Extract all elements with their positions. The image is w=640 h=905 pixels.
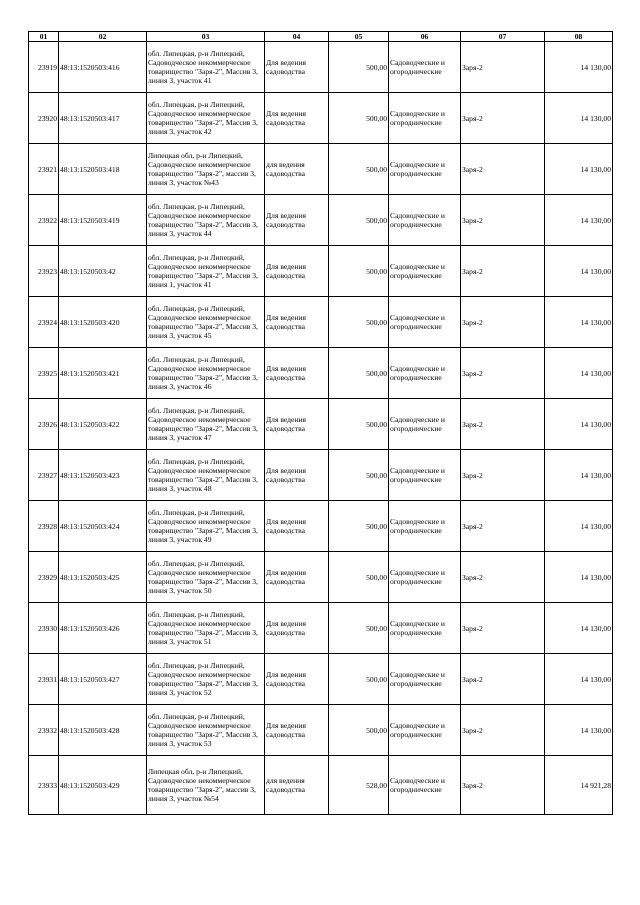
area-cell-text: 500,00 (366, 572, 387, 582)
permitted-use-cell (265, 552, 329, 603)
cadastral-number-cell (59, 297, 147, 348)
table-row (29, 552, 613, 603)
row-number-cell-text: 23923 (38, 266, 57, 276)
land-category-cell-text: Садоводческие и огороднические (390, 109, 445, 128)
cadastral-cost-cell-text: 14 130,00 (580, 521, 611, 531)
address-cell-text: обл. Липецкая, р-н Липецкий, Садоводческое некоммерческое товарищество "Заря-2", Массив 3, линия 1, участок 41 (148, 252, 258, 290)
permitted-use-cell (265, 654, 329, 705)
area-cell (329, 246, 389, 297)
cadastral-number-cell (59, 348, 147, 399)
table-row (29, 705, 613, 756)
row-number-cell (29, 756, 59, 815)
cadastral-cost-cell (545, 705, 613, 756)
permitted-use-cell-text: Для ведения садоводства (266, 211, 307, 230)
permitted-use-cell (265, 42, 329, 93)
land-category-cell (389, 501, 461, 552)
cadastral-number-cell-text: 48:13:1520503:422 (60, 419, 120, 429)
cadastral-cost-cell (545, 399, 613, 450)
address-cell-text: обл. Липецкая, р-н Липецкий, Садоводческое некоммерческое товарищество "Заря-2", Массив 3, линия 3, участок 53 (148, 711, 258, 749)
area-cell (329, 399, 389, 450)
partnership-name-cell (461, 144, 545, 195)
cadastral-cost-cell-text: 14 130,00 (580, 470, 611, 480)
area-cell (329, 603, 389, 654)
area-cell (329, 450, 389, 501)
row-number-cell (29, 552, 59, 603)
cadastral-number-cell-text: 48:13:1520503:42 (60, 266, 116, 276)
partnership-name-cell (461, 297, 545, 348)
table-row (29, 42, 613, 93)
address-cell-text: Липецкая обл, р-н Липецкий, Садоводческое некоммерческое товарищество "Заря-2", массив 3, линия 3, участок №43 (148, 150, 256, 188)
cadastral-cost-cell-text: 14 921,28 (580, 780, 611, 790)
cadastral-cost-cell-text: 14 130,00 (580, 266, 611, 276)
land-category-cell (389, 195, 461, 246)
area-cell-text: 500,00 (366, 164, 387, 174)
permitted-use-cell (265, 450, 329, 501)
cadastral-number-cell-text: 48:13:1520503:426 (60, 623, 120, 633)
row-number-cell-text: 23928 (38, 521, 57, 531)
address-cell-text: обл. Липецкая, р-н Липецкий, Садоводческое некоммерческое товарищество "Заря-2", Массив 3, линия 3, участок 47 (148, 405, 258, 443)
row-number-cell-text: 23924 (38, 317, 57, 327)
cadastral-cost-cell-text: 14 130,00 (580, 725, 611, 735)
permitted-use-cell-text: Для ведения садоводства (266, 262, 307, 281)
row-number-cell (29, 603, 59, 654)
table-row (29, 603, 613, 654)
partnership-name-cell (461, 552, 545, 603)
partnership-name-cell (461, 42, 545, 93)
permitted-use-cell (265, 756, 329, 815)
partnership-name-cell-text: Заря-2 (462, 164, 483, 174)
permitted-use-cell-text: Для ведения садоводства (266, 466, 307, 485)
partnership-name-cell-text: Заря-2 (462, 113, 483, 123)
row-number-cell-text: 23932 (38, 725, 57, 735)
cadastral-number-cell-text: 48:13:1520503:428 (60, 725, 120, 735)
permitted-use-cell (265, 603, 329, 654)
column-header: 01 (29, 32, 59, 42)
cadastral-number-cell-text: 48:13:1520503:423 (60, 470, 120, 480)
land-category-cell-text: Садоводческие и огороднические (390, 313, 445, 332)
cadastral-cost-cell-text: 14 130,00 (580, 164, 611, 174)
partnership-name-cell (461, 705, 545, 756)
partnership-name-cell-text: Заря-2 (462, 266, 483, 276)
permitted-use-cell-text: для ведения садоводства (266, 160, 306, 179)
address-cell (147, 450, 265, 501)
land-category-cell (389, 144, 461, 195)
permitted-use-cell-text: для ведения садоводства (266, 776, 306, 795)
permitted-use-cell-text: Для ведения садоводства (266, 58, 307, 77)
land-category-cell-text: Садоводческие и огороднические (390, 466, 445, 485)
area-cell-text: 500,00 (366, 674, 387, 684)
permitted-use-cell-text: Для ведения садоводства (266, 670, 307, 689)
address-cell (147, 42, 265, 93)
cadastral-registry-table (28, 31, 613, 815)
area-cell (329, 144, 389, 195)
table-row (29, 246, 613, 297)
cadastral-number-cell-text: 48:13:1520503:429 (60, 780, 120, 790)
partnership-name-cell-text: Заря-2 (462, 623, 483, 633)
area-cell-text: 528,00 (366, 780, 387, 790)
cadastral-cost-cell (545, 297, 613, 348)
area-cell (329, 195, 389, 246)
partnership-name-cell-text: Заря-2 (462, 419, 483, 429)
land-category-cell (389, 552, 461, 603)
partnership-name-cell (461, 603, 545, 654)
cadastral-cost-cell-text: 14 130,00 (580, 368, 611, 378)
permitted-use-cell-text: Для ведения садоводства (266, 109, 307, 128)
row-number-cell (29, 450, 59, 501)
column-header: 07 (461, 32, 545, 42)
area-cell-text: 500,00 (366, 266, 387, 276)
table-row (29, 756, 613, 815)
address-cell (147, 297, 265, 348)
partnership-name-cell-text: Заря-2 (462, 215, 483, 225)
partnership-name-cell-text: Заря-2 (462, 572, 483, 582)
cadastral-number-cell (59, 705, 147, 756)
cadastral-cost-cell (545, 246, 613, 297)
area-cell-text: 500,00 (366, 113, 387, 123)
partnership-name-cell (461, 246, 545, 297)
table-row (29, 144, 613, 195)
land-category-cell (389, 603, 461, 654)
row-number-cell-text: 23919 (38, 62, 57, 72)
land-category-cell-text: Садоводческие и огороднические (390, 776, 445, 795)
row-number-cell-text: 23922 (38, 215, 57, 225)
column-header: 03 (147, 32, 265, 42)
address-cell-text: обл. Липецкая, р-н Липецкий, Садоводческое некоммерческое товарищество "Заря-2", Массив 3, линия 3, участок 44 (148, 201, 258, 239)
address-cell-text: обл. Липецкая, р-н Липецкий, Садоводческое некоммерческое товарищество "Заря-2", Массив 3, линия 3, участок 45 (148, 303, 258, 341)
address-cell-text: обл. Липецкая, р-н Липецкий, Садоводческое некоммерческое товарищество "Заря-2", Массив 3, линия 3, участок 46 (148, 354, 258, 392)
row-number-cell (29, 399, 59, 450)
table-row (29, 93, 613, 144)
address-cell (147, 195, 265, 246)
cadastral-cost-cell-text: 14 130,00 (580, 215, 611, 225)
partnership-name-cell (461, 93, 545, 144)
row-number-cell (29, 297, 59, 348)
cadastral-number-cell (59, 93, 147, 144)
area-cell-text: 500,00 (366, 317, 387, 327)
partnership-name-cell (461, 501, 545, 552)
cadastral-number-cell (59, 450, 147, 501)
cadastral-cost-cell (545, 552, 613, 603)
area-cell (329, 552, 389, 603)
cadastral-number-cell-text: 48:13:1520503:421 (60, 368, 120, 378)
table-row (29, 654, 613, 705)
row-number-cell (29, 348, 59, 399)
cadastral-number-cell (59, 246, 147, 297)
partnership-name-cell (461, 756, 545, 815)
permitted-use-cell-text: Для ведения садоводства (266, 364, 307, 383)
area-cell (329, 756, 389, 815)
address-cell-text: обл. Липецкая, р-н Липецкий, Садоводческое некоммерческое товарищество "Заря-2", Массив 3, линия 3, участок 52 (148, 660, 258, 698)
land-category-cell-text: Садоводческие и огороднические (390, 58, 445, 77)
table-row (29, 399, 613, 450)
column-header: 06 (389, 32, 461, 42)
cadastral-cost-cell (545, 450, 613, 501)
permitted-use-cell-text: Для ведения садоводства (266, 517, 307, 536)
land-category-cell (389, 756, 461, 815)
address-cell-text: обл. Липецкая, р-н Липецкий, Садоводческое некоммерческое товарищество "Заря-2", Массив 3, линия 3, участок 49 (148, 507, 258, 545)
land-category-cell (389, 42, 461, 93)
cadastral-cost-cell (545, 93, 613, 144)
area-cell-text: 500,00 (366, 623, 387, 633)
cadastral-number-cell (59, 195, 147, 246)
land-category-cell-text: Садоводческие и огороднические (390, 568, 445, 587)
row-number-cell-text: 23927 (38, 470, 57, 480)
cadastral-number-cell-text: 48:13:1520503:424 (60, 521, 120, 531)
area-cell (329, 348, 389, 399)
area-cell (329, 654, 389, 705)
column-header: 05 (329, 32, 389, 42)
table-row (29, 348, 613, 399)
row-number-cell-text: 23920 (38, 113, 57, 123)
area-cell-text: 500,00 (366, 215, 387, 225)
land-category-cell-text: Садоводческие и огороднические (390, 160, 445, 179)
address-cell-text: Липецкая обл, р-н Липецкий, Садоводческое некоммерческое товарищество "Заря-2", массив 3, линия 3, участок №54 (148, 766, 256, 804)
area-cell-text: 500,00 (366, 62, 387, 72)
table-row (29, 501, 613, 552)
row-number-cell (29, 144, 59, 195)
partnership-name-cell-text: Заря-2 (462, 317, 483, 327)
permitted-use-cell (265, 501, 329, 552)
land-category-cell (389, 399, 461, 450)
row-number-cell-text: 23931 (38, 674, 57, 684)
address-cell-text: обл. Липецкая, р-н Липецкий, Садоводческое некоммерческое товарищество "Заря-2", Массив 3, линия 3, участок 48 (148, 456, 258, 494)
partnership-name-cell-text: Заря-2 (462, 725, 483, 735)
address-cell (147, 501, 265, 552)
row-number-cell (29, 42, 59, 93)
table-header-row (29, 32, 613, 42)
row-number-cell (29, 195, 59, 246)
permitted-use-cell (265, 297, 329, 348)
area-cell-text: 500,00 (366, 470, 387, 480)
address-cell-text: обл. Липецкая, р-н Липецкий, Садоводческое некоммерческое товарищество "Заря-2", Массив 3, линия 3, участок 41 (148, 48, 258, 86)
cadastral-cost-cell-text: 14 130,00 (580, 572, 611, 582)
permitted-use-cell-text: Для ведения садоводства (266, 415, 307, 434)
cadastral-number-cell-text: 48:13:1520503:416 (60, 62, 120, 72)
cadastral-cost-cell (545, 603, 613, 654)
row-number-cell (29, 93, 59, 144)
partnership-name-cell-text: Заря-2 (462, 521, 483, 531)
area-cell-text: 500,00 (366, 368, 387, 378)
cadastral-cost-cell-text: 14 130,00 (580, 419, 611, 429)
area-cell (329, 297, 389, 348)
land-category-cell (389, 348, 461, 399)
row-number-cell (29, 246, 59, 297)
permitted-use-cell (265, 399, 329, 450)
land-category-cell-text: Садоводческие и огороднические (390, 262, 445, 281)
address-cell (147, 603, 265, 654)
cadastral-cost-cell (545, 348, 613, 399)
partnership-name-cell (461, 450, 545, 501)
land-category-cell (389, 705, 461, 756)
address-cell (147, 246, 265, 297)
column-header: 08 (545, 32, 613, 42)
table-row (29, 195, 613, 246)
cadastral-cost-cell-text: 14 130,00 (580, 623, 611, 633)
partnership-name-cell (461, 348, 545, 399)
land-category-cell-text: Садоводческие и огороднические (390, 721, 445, 740)
area-cell (329, 705, 389, 756)
permitted-use-cell-text: Для ведения садоводства (266, 568, 307, 587)
address-cell (147, 93, 265, 144)
table-row (29, 450, 613, 501)
permitted-use-cell-text: Для ведения садоводства (266, 721, 307, 740)
land-category-cell (389, 93, 461, 144)
row-number-cell-text: 23933 (38, 780, 57, 790)
cadastral-cost-cell (545, 144, 613, 195)
land-category-cell-text: Садоводческие и огороднические (390, 517, 445, 536)
partnership-name-cell-text: Заря-2 (462, 674, 483, 684)
table-body (29, 42, 613, 815)
cadastral-cost-cell (545, 195, 613, 246)
cadastral-number-cell (59, 654, 147, 705)
address-cell (147, 705, 265, 756)
cadastral-cost-cell-text: 14 130,00 (580, 674, 611, 684)
land-category-cell-text: Садоводческие и огороднические (390, 415, 445, 434)
area-cell-text: 500,00 (366, 419, 387, 429)
area-cell (329, 42, 389, 93)
cadastral-number-cell-text: 48:13:1520503:427 (60, 674, 120, 684)
cadastral-number-cell-text: 48:13:1520503:425 (60, 572, 120, 582)
permitted-use-cell-text: Для ведения садоводства (266, 313, 307, 332)
address-cell-text: обл. Липецкая, р-н Липецкий, Садоводческое некоммерческое товарищество "Заря-2", Массив 3, линия 3, участок 51 (148, 609, 258, 647)
permitted-use-cell (265, 195, 329, 246)
permitted-use-cell (265, 348, 329, 399)
cadastral-cost-cell (545, 501, 613, 552)
cadastral-number-cell-text: 48:13:1520503:420 (60, 317, 120, 327)
row-number-cell-text: 23929 (38, 572, 57, 582)
row-number-cell (29, 705, 59, 756)
cadastral-number-cell-text: 48:13:1520503:419 (60, 215, 120, 225)
partnership-name-cell-text: Заря-2 (462, 470, 483, 480)
row-number-cell (29, 654, 59, 705)
land-category-cell-text: Садоводческие и огороднические (390, 211, 445, 230)
partnership-name-cell (461, 195, 545, 246)
cadastral-number-cell (59, 552, 147, 603)
partnership-name-cell-text: Заря-2 (462, 62, 483, 72)
address-cell-text: обл. Липецкая, р-н Липецкий, Садоводческое некоммерческое товарищество "Заря-2", Массив 3, линия 3, участок 50 (148, 558, 258, 596)
partnership-name-cell (461, 399, 545, 450)
cadastral-cost-cell-text: 14 130,00 (580, 62, 611, 72)
land-category-cell (389, 654, 461, 705)
address-cell (147, 399, 265, 450)
land-category-cell (389, 246, 461, 297)
address-cell (147, 552, 265, 603)
row-number-cell-text: 23930 (38, 623, 57, 633)
partnership-name-cell (461, 654, 545, 705)
area-cell (329, 501, 389, 552)
row-number-cell (29, 501, 59, 552)
permitted-use-cell (265, 93, 329, 144)
partnership-name-cell-text: Заря-2 (462, 780, 483, 790)
cadastral-number-cell (59, 756, 147, 815)
land-category-cell (389, 297, 461, 348)
area-cell (329, 93, 389, 144)
area-cell-text: 500,00 (366, 521, 387, 531)
column-header: 04 (265, 32, 329, 42)
cadastral-number-cell (59, 501, 147, 552)
cadastral-number-cell-text: 48:13:1520503:418 (60, 164, 120, 174)
address-cell-text: обл. Липецкая, р-н Липецкий, Садоводческое некоммерческое товарищество "Заря-2", Массив 3, линия 3, участок 42 (148, 99, 258, 137)
address-cell (147, 654, 265, 705)
address-cell (147, 144, 265, 195)
land-category-cell-text: Садоводческие и огороднические (390, 619, 445, 638)
land-category-cell-text: Садоводческие и огороднические (390, 670, 445, 689)
partnership-name-cell-text: Заря-2 (462, 368, 483, 378)
row-number-cell-text: 23921 (38, 164, 57, 174)
address-cell (147, 756, 265, 815)
permitted-use-cell-text: Для ведения садоводства (266, 619, 307, 638)
row-number-cell-text: 23926 (38, 419, 57, 429)
area-cell-text: 500,00 (366, 725, 387, 735)
cadastral-number-cell (59, 399, 147, 450)
cadastral-cost-cell-text: 14 130,00 (580, 113, 611, 123)
cadastral-number-cell (59, 603, 147, 654)
land-category-cell-text: Садоводческие и огороднические (390, 364, 445, 383)
column-header: 02 (59, 32, 147, 42)
cadastral-cost-cell (545, 42, 613, 93)
cadastral-number-cell-text: 48:13:1520503:417 (60, 113, 120, 123)
cadastral-number-cell (59, 42, 147, 93)
cadastral-cost-cell (545, 756, 613, 815)
cadastral-cost-cell-text: 14 130,00 (580, 317, 611, 327)
table-row (29, 297, 613, 348)
permitted-use-cell (265, 144, 329, 195)
cadastral-cost-cell (545, 654, 613, 705)
row-number-cell-text: 23925 (38, 368, 57, 378)
cadastral-number-cell (59, 144, 147, 195)
permitted-use-cell (265, 705, 329, 756)
address-cell (147, 348, 265, 399)
land-category-cell (389, 450, 461, 501)
permitted-use-cell (265, 246, 329, 297)
